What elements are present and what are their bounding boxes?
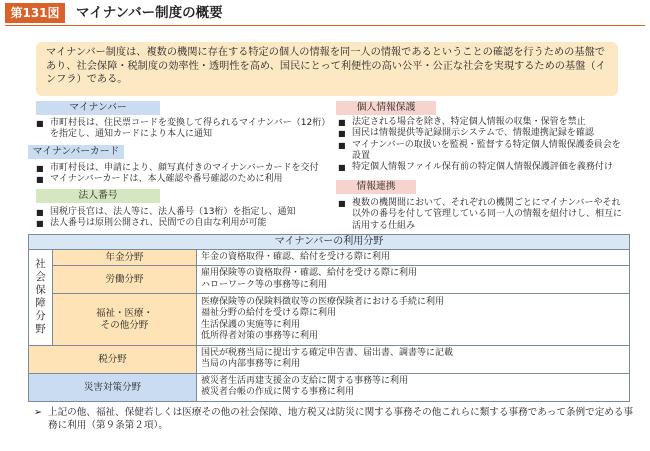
- category-cell: 税分野: [29, 345, 197, 373]
- description-line: 低所得者対策の事務等に利用: [201, 330, 319, 341]
- table-row: [29, 266, 630, 294]
- corporate-number-list: [36, 207, 326, 230]
- section-label-mynumber-card: マイナンバーカード: [28, 145, 124, 159]
- list-item: ■ 法人番号は原則公開され、民間での自由な利用が可能: [36, 218, 326, 229]
- category-cell: 労働分野: [53, 266, 197, 294]
- description-cell: [197, 294, 630, 346]
- privacy-list: [338, 117, 622, 173]
- mynumber-card-list: [36, 163, 326, 186]
- section-label-corporate-number: 法人番号: [36, 189, 160, 203]
- description-line: 被災者台帳の作成に関する事務に利用: [201, 387, 355, 398]
- table-row: [29, 373, 630, 401]
- title-rule: [5, 25, 645, 26]
- description-line: 生活保護の実施等に利用: [201, 319, 301, 330]
- group-label-social-security: 社会保障分野: [29, 249, 53, 345]
- table-row: [29, 294, 630, 346]
- footnote-text: 上記の他、福祉、保健若しくは医療その他の社会保障、地方税又は防災に関する事務その他これらに類する事務であって条例で定める事務に利用（第９条第２項）。: [48, 407, 634, 431]
- list-item: ■ マイナンバーカードは、本人確認や番号確認のために利用: [36, 174, 326, 185]
- list-item: ■ 国民は情報提供等記録開示システムで、情報連携記録を確認: [338, 128, 622, 139]
- section-label-mynumber: マイナンバー: [36, 101, 160, 115]
- category-cell: 年金分野: [53, 249, 197, 266]
- list-item: ■ 市町村長は、申請により、顔写真付きのマイナンバーカードを交付: [36, 163, 326, 174]
- description-cell: [197, 345, 630, 373]
- list-item: ■ マイナンバーの取扱いを監視・監督する特定個人情報保護委員会を設置: [338, 140, 622, 163]
- list-item: ■ 市町村長は、住民票コードを変換して得られるマイナンバー（12桁）を指定し、通知カードにより本人に通知: [36, 118, 326, 141]
- description-cell: [197, 373, 630, 401]
- description-cell: [197, 266, 630, 294]
- description-line: 年金の資格取得・確認、給付を受ける際に利用: [201, 251, 391, 262]
- list-item: ■ 特定個人情報ファイル保有前の特定個人情報保護評価を義務付け: [338, 162, 622, 173]
- description-line: 被災者生活再建支援金の支給に関する事務等に利用: [201, 376, 409, 387]
- usage-table: [28, 234, 630, 402]
- page-title: マイナンバー制度の概要: [76, 5, 223, 21]
- description-line: 当局の内部事務等に利用: [201, 359, 301, 370]
- intro-box: マイナンバー制度は、複数の機関に存在する特定の個人の情報を同一人の情報であるということの確認を行うための基盤であり、社会保障・税制度の効率性・透明性を高め、国民にとって利便性の高い公平・公正な社会を実現するための基盤（インフラ）である。: [36, 42, 618, 96]
- category-cell: 福祉・医療・ その他分野: [53, 294, 197, 346]
- footnote: [34, 407, 634, 432]
- section-label-privacy: 個人情報保護: [336, 101, 436, 115]
- title-bar: [0, 0, 650, 26]
- description-line: ハローワーク等の事務等に利用: [201, 279, 328, 290]
- table-title: マイナンバーの利用分野: [29, 235, 630, 250]
- list-item: ■ 国税庁長官は、法人等に、法人番号（13桁）を指定し、通知: [36, 207, 326, 218]
- description-line: 福祉分野の給付を受ける際に利用: [201, 308, 337, 319]
- list-item: ■ 複数の機関間において、それぞれの機関ごとにマイナンバーやそれ以外の番号を付して管理している同一人の情報を紐付けし、相互に活用する仕組み: [338, 198, 622, 232]
- info-linkage-list: [338, 198, 622, 232]
- mynumber-list: [36, 118, 326, 141]
- category-cell: 災害対策分野: [29, 373, 197, 401]
- list-item: ■ 法定される場合を除き、特定個人情報の収集・保管を禁止: [338, 117, 622, 128]
- figure-number: 第131図: [5, 3, 65, 23]
- section-label-info-linkage: 情報連携: [336, 180, 416, 194]
- arrow-bullet-icon: ➢: [34, 407, 43, 418]
- description-line: 国民が税務当局に提出する確定申告書、届出書、調書等に記載: [201, 348, 454, 359]
- table-row: [29, 345, 630, 373]
- description-line: 雇用保険等の資格取得・確認、給付を受ける際に利用: [201, 268, 418, 279]
- description-cell: [197, 249, 630, 266]
- table-row: [29, 249, 630, 266]
- description-line: 医療保険等の保険料徴収等の医療保険者における手続に利用: [201, 296, 445, 307]
